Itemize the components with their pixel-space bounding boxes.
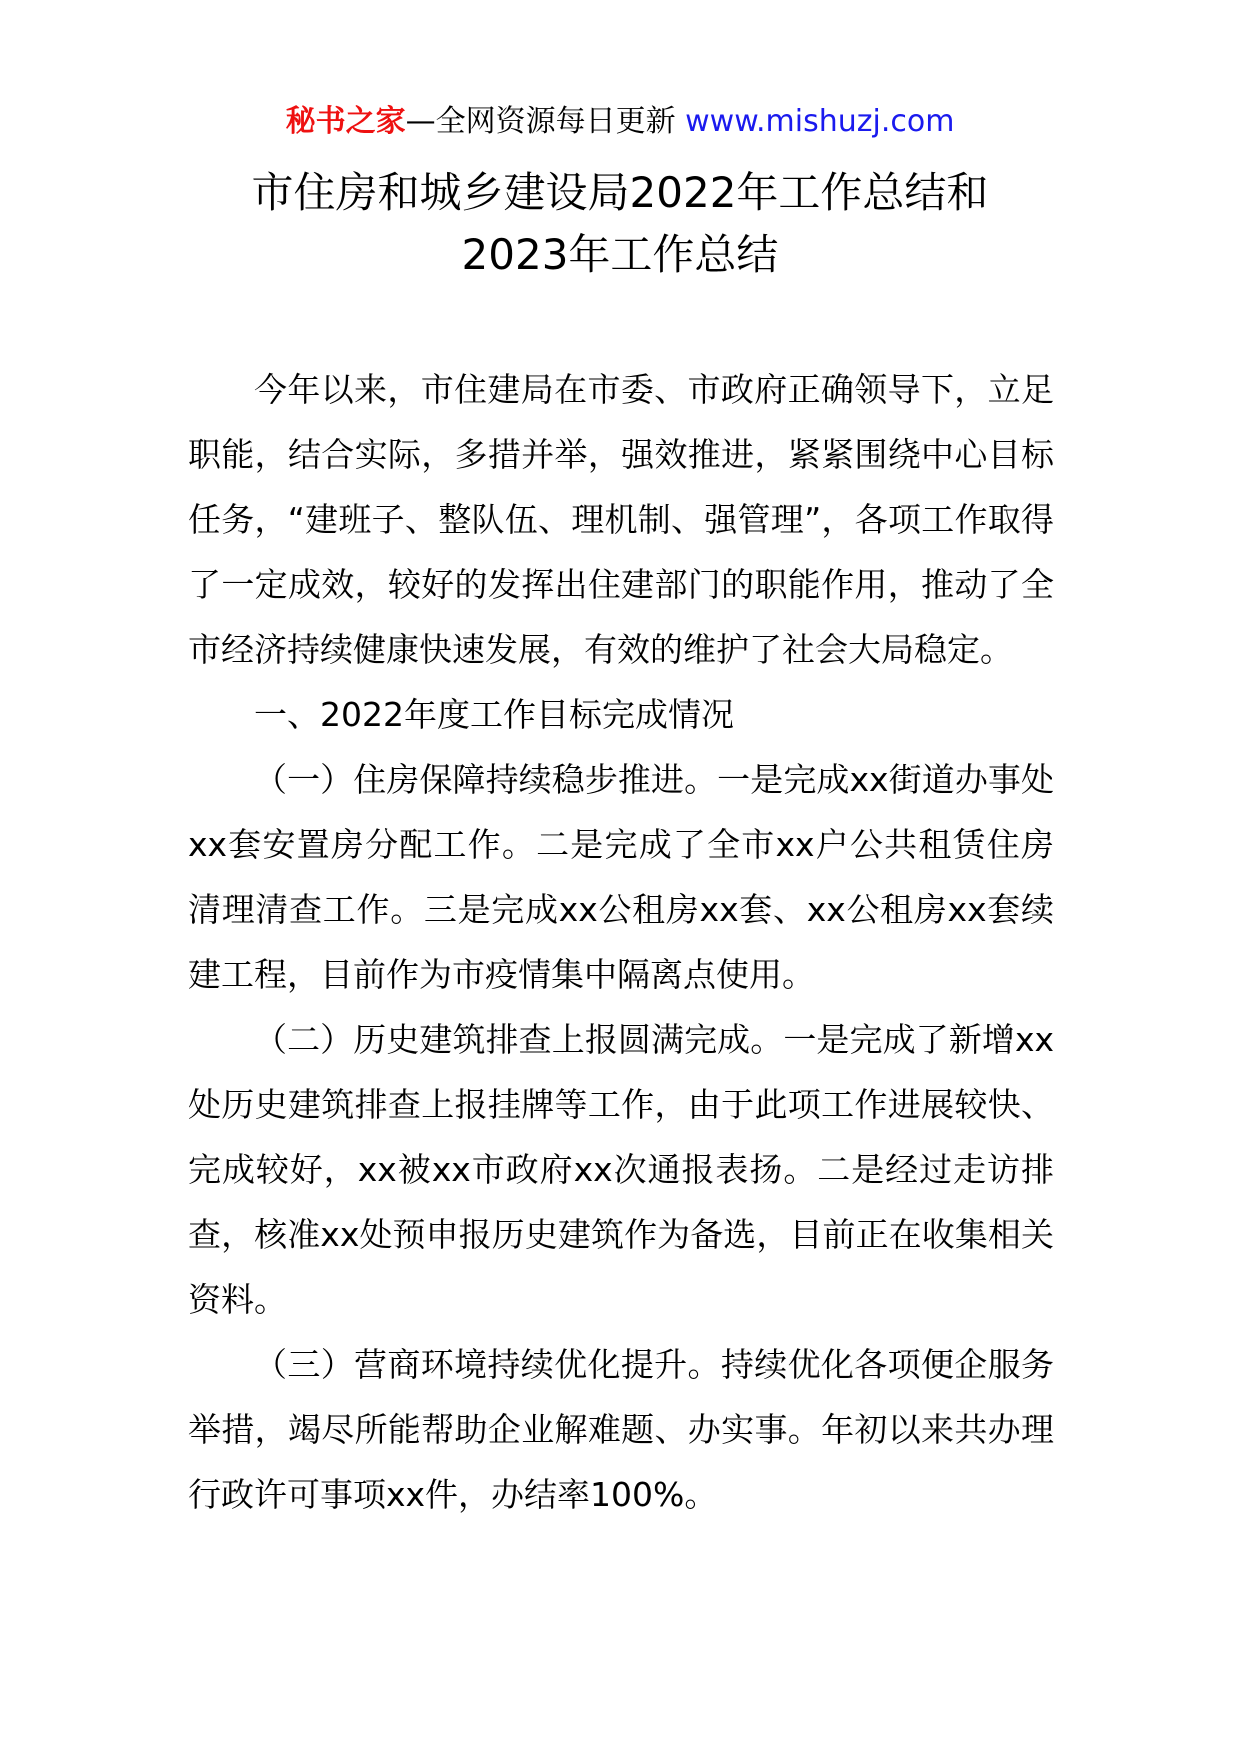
document-body [188,357,1054,1527]
brand-slogan: —全网资源每日更新 [405,104,676,139]
paragraph-business-environment: （三）营商环境持续优化提升。持续优化各项便企服务举措，竭尽所能帮助企业解难题、办实事。年初以来共办理行政许可事项xx件，办结率100%。 [188,1345,1054,1514]
title-line-1: 市住房和城乡建设局2022年工作总结和 [251,168,989,217]
site-url-link[interactable]: www.mishuzj.com [685,104,955,139]
brand-name: 秘书之家 [285,104,406,139]
paragraph-historic-buildings: （二）历史建筑排查上报圆满完成。一是完成了新增xx处历史建筑排查上报挂牌等工作，由于此项工作进展较快、完成较好，xx被xx市政府xx次通报表扬。二是经过走访排查，核准xx处预申报历史建筑作为备选，目前正在收集相关资料。 [188,1020,1054,1319]
site-header [0,102,1240,142]
paragraph-housing-security: （一）住房保障持续稳步推进。一是完成xx街道办事处xx套安置房分配工作。二是完成了全市xx户公共租赁住房清理清查工作。三是完成xx公租房xx套、xx公租房xx套续建工程，目前作为市疫情集中隔离点使用。 [188,760,1054,994]
document-title [120,162,1120,286]
intro-paragraph: 今年以来，市住建局在市委、市政府正确领导下，立足职能，结合实际，多措并举，强效推进，紧紧围绕中心目标任务，“建班子、整队伍、理机制、强管理”，各项工作取得了一定成效，较好的发挥出住建部门的职能作用，推动了全市经济持续健康快速发展，有效的维护了社会大局稳定。 [188,370,1054,669]
section-heading: 一、2022年度工作目标完成情况 [254,695,734,734]
title-line-2: 2023年工作总结 [461,230,779,279]
